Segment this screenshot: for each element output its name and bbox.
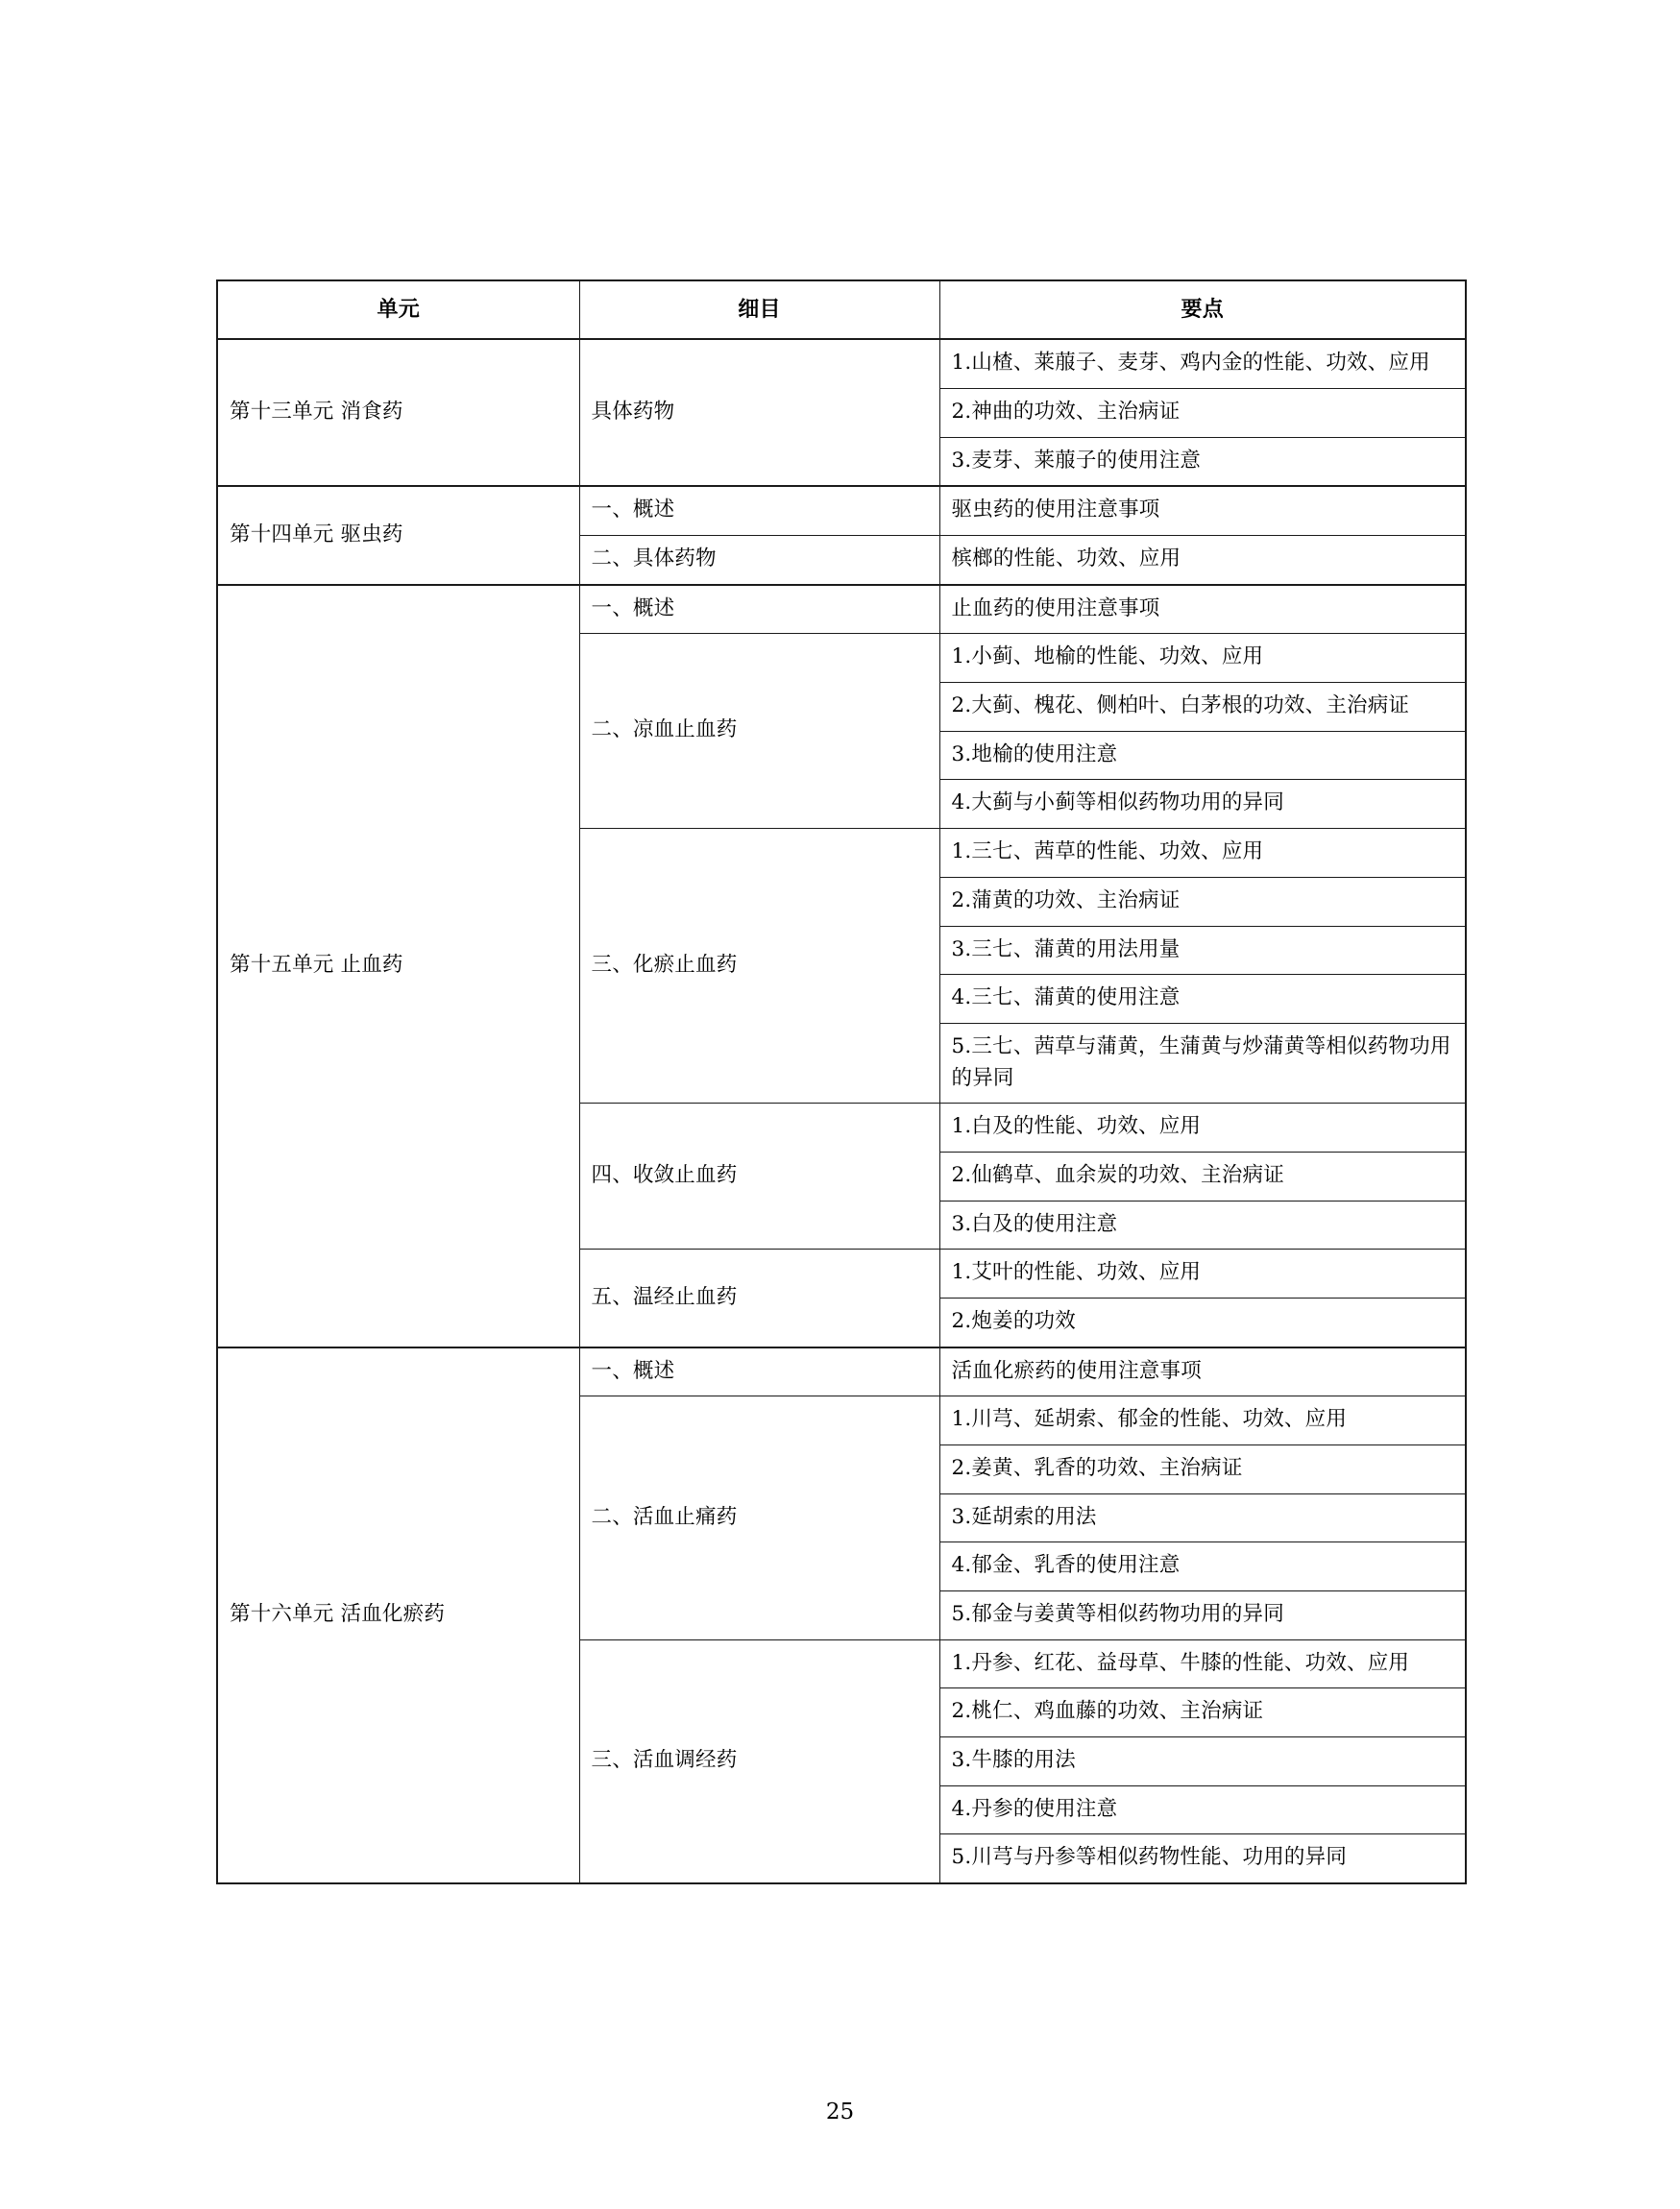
table-row bbox=[217, 585, 1466, 634]
point-cell: 1.山楂、莱菔子、麦芽、鸡内金的性能、功效、应用 bbox=[939, 339, 1466, 388]
point-cell: 2.仙鹤草、血余炭的功效、主治病证 bbox=[939, 1152, 1466, 1201]
point-cell: 驱虫药的使用注意事项 bbox=[939, 486, 1466, 535]
detail-cell: 具体药物 bbox=[579, 339, 939, 486]
point-cell: 4.郁金、乳香的使用注意 bbox=[939, 1542, 1466, 1591]
point-cell: 3.延胡索的用法 bbox=[939, 1493, 1466, 1542]
detail-cell: 三、化瘀止血药 bbox=[579, 829, 939, 1104]
point-cell: 1.三七、茜草的性能、功效、应用 bbox=[939, 829, 1466, 878]
point-cell: 1.川芎、延胡索、郁金的性能、功效、应用 bbox=[939, 1396, 1466, 1445]
detail-cell: 二、凉血止血药 bbox=[579, 634, 939, 829]
point-cell: 1.丹参、红花、益母草、牛膝的性能、功效、应用 bbox=[939, 1639, 1466, 1688]
detail-cell: 五、温经止血药 bbox=[579, 1250, 939, 1347]
point-cell: 4.三七、蒲黄的使用注意 bbox=[939, 975, 1466, 1024]
point-cell: 3.白及的使用注意 bbox=[939, 1201, 1466, 1250]
point-cell: 1.小蓟、地榆的性能、功效、应用 bbox=[939, 634, 1466, 683]
detail-cell: 一、概述 bbox=[579, 585, 939, 634]
table-row bbox=[217, 1347, 1466, 1396]
point-cell: 5.三七、茜草与蒲黄，生蒲黄与炒蒲黄等相似药物功用的异同 bbox=[939, 1023, 1466, 1103]
point-cell: 4.丹参的使用注意 bbox=[939, 1785, 1466, 1834]
unit-cell: 第十四单元 驱虫药 bbox=[217, 486, 579, 584]
syllabus-table-container bbox=[216, 279, 1465, 1884]
unit-cell: 第十六单元 活血化瘀药 bbox=[217, 1347, 579, 1883]
point-cell: 2.桃仁、鸡血藤的功效、主治病证 bbox=[939, 1688, 1466, 1737]
table-header-row bbox=[217, 280, 1466, 339]
table-header bbox=[217, 280, 1466, 339]
point-cell: 5.川芎与丹参等相似药物性能、功用的异同 bbox=[939, 1834, 1466, 1883]
point-cell: 活血化瘀药的使用注意事项 bbox=[939, 1347, 1466, 1396]
detail-cell: 二、活血止痛药 bbox=[579, 1396, 939, 1639]
point-cell: 槟榔的性能、功效、应用 bbox=[939, 536, 1466, 585]
table-row bbox=[217, 486, 1466, 535]
detail-cell: 三、活血调经药 bbox=[579, 1639, 939, 1883]
column-header-point: 要点 bbox=[939, 280, 1466, 339]
detail-cell: 二、具体药物 bbox=[579, 536, 939, 585]
point-cell: 1.艾叶的性能、功效、应用 bbox=[939, 1250, 1466, 1299]
point-cell: 2.姜黄、乳香的功效、主治病证 bbox=[939, 1444, 1466, 1493]
point-cell: 3.牛膝的用法 bbox=[939, 1736, 1466, 1785]
detail-cell: 一、概述 bbox=[579, 1347, 939, 1396]
point-cell: 3.三七、蒲黄的用法用量 bbox=[939, 926, 1466, 975]
unit-cell: 第十五单元 止血药 bbox=[217, 585, 579, 1347]
detail-cell: 一、概述 bbox=[579, 486, 939, 535]
point-cell: 3.地榆的使用注意 bbox=[939, 731, 1466, 780]
page-number: 25 bbox=[825, 2100, 855, 2124]
point-cell: 2.大蓟、槐花、侧柏叶、白茅根的功效、主治病证 bbox=[939, 683, 1466, 732]
syllabus-table bbox=[216, 279, 1467, 1884]
table-row bbox=[217, 339, 1466, 388]
column-header-unit: 单元 bbox=[217, 280, 579, 339]
point-cell: 2.蒲黄的功效、主治病证 bbox=[939, 877, 1466, 926]
point-cell: 5.郁金与姜黄等相似药物功用的异同 bbox=[939, 1590, 1466, 1639]
unit-cell: 第十三单元 消食药 bbox=[217, 339, 579, 486]
point-cell: 4.大蓟与小蓟等相似药物功用的异同 bbox=[939, 780, 1466, 829]
detail-cell: 四、收敛止血药 bbox=[579, 1104, 939, 1250]
point-cell: 止血药的使用注意事项 bbox=[939, 585, 1466, 634]
point-cell: 1.白及的性能、功效、应用 bbox=[939, 1104, 1466, 1153]
column-header-detail: 细目 bbox=[579, 280, 939, 339]
table-body bbox=[217, 339, 1466, 1883]
point-cell: 3.麦芽、莱菔子的使用注意 bbox=[939, 437, 1466, 486]
point-cell: 2.神曲的功效、主治病证 bbox=[939, 389, 1466, 438]
point-cell: 2.炮姜的功效 bbox=[939, 1298, 1466, 1347]
